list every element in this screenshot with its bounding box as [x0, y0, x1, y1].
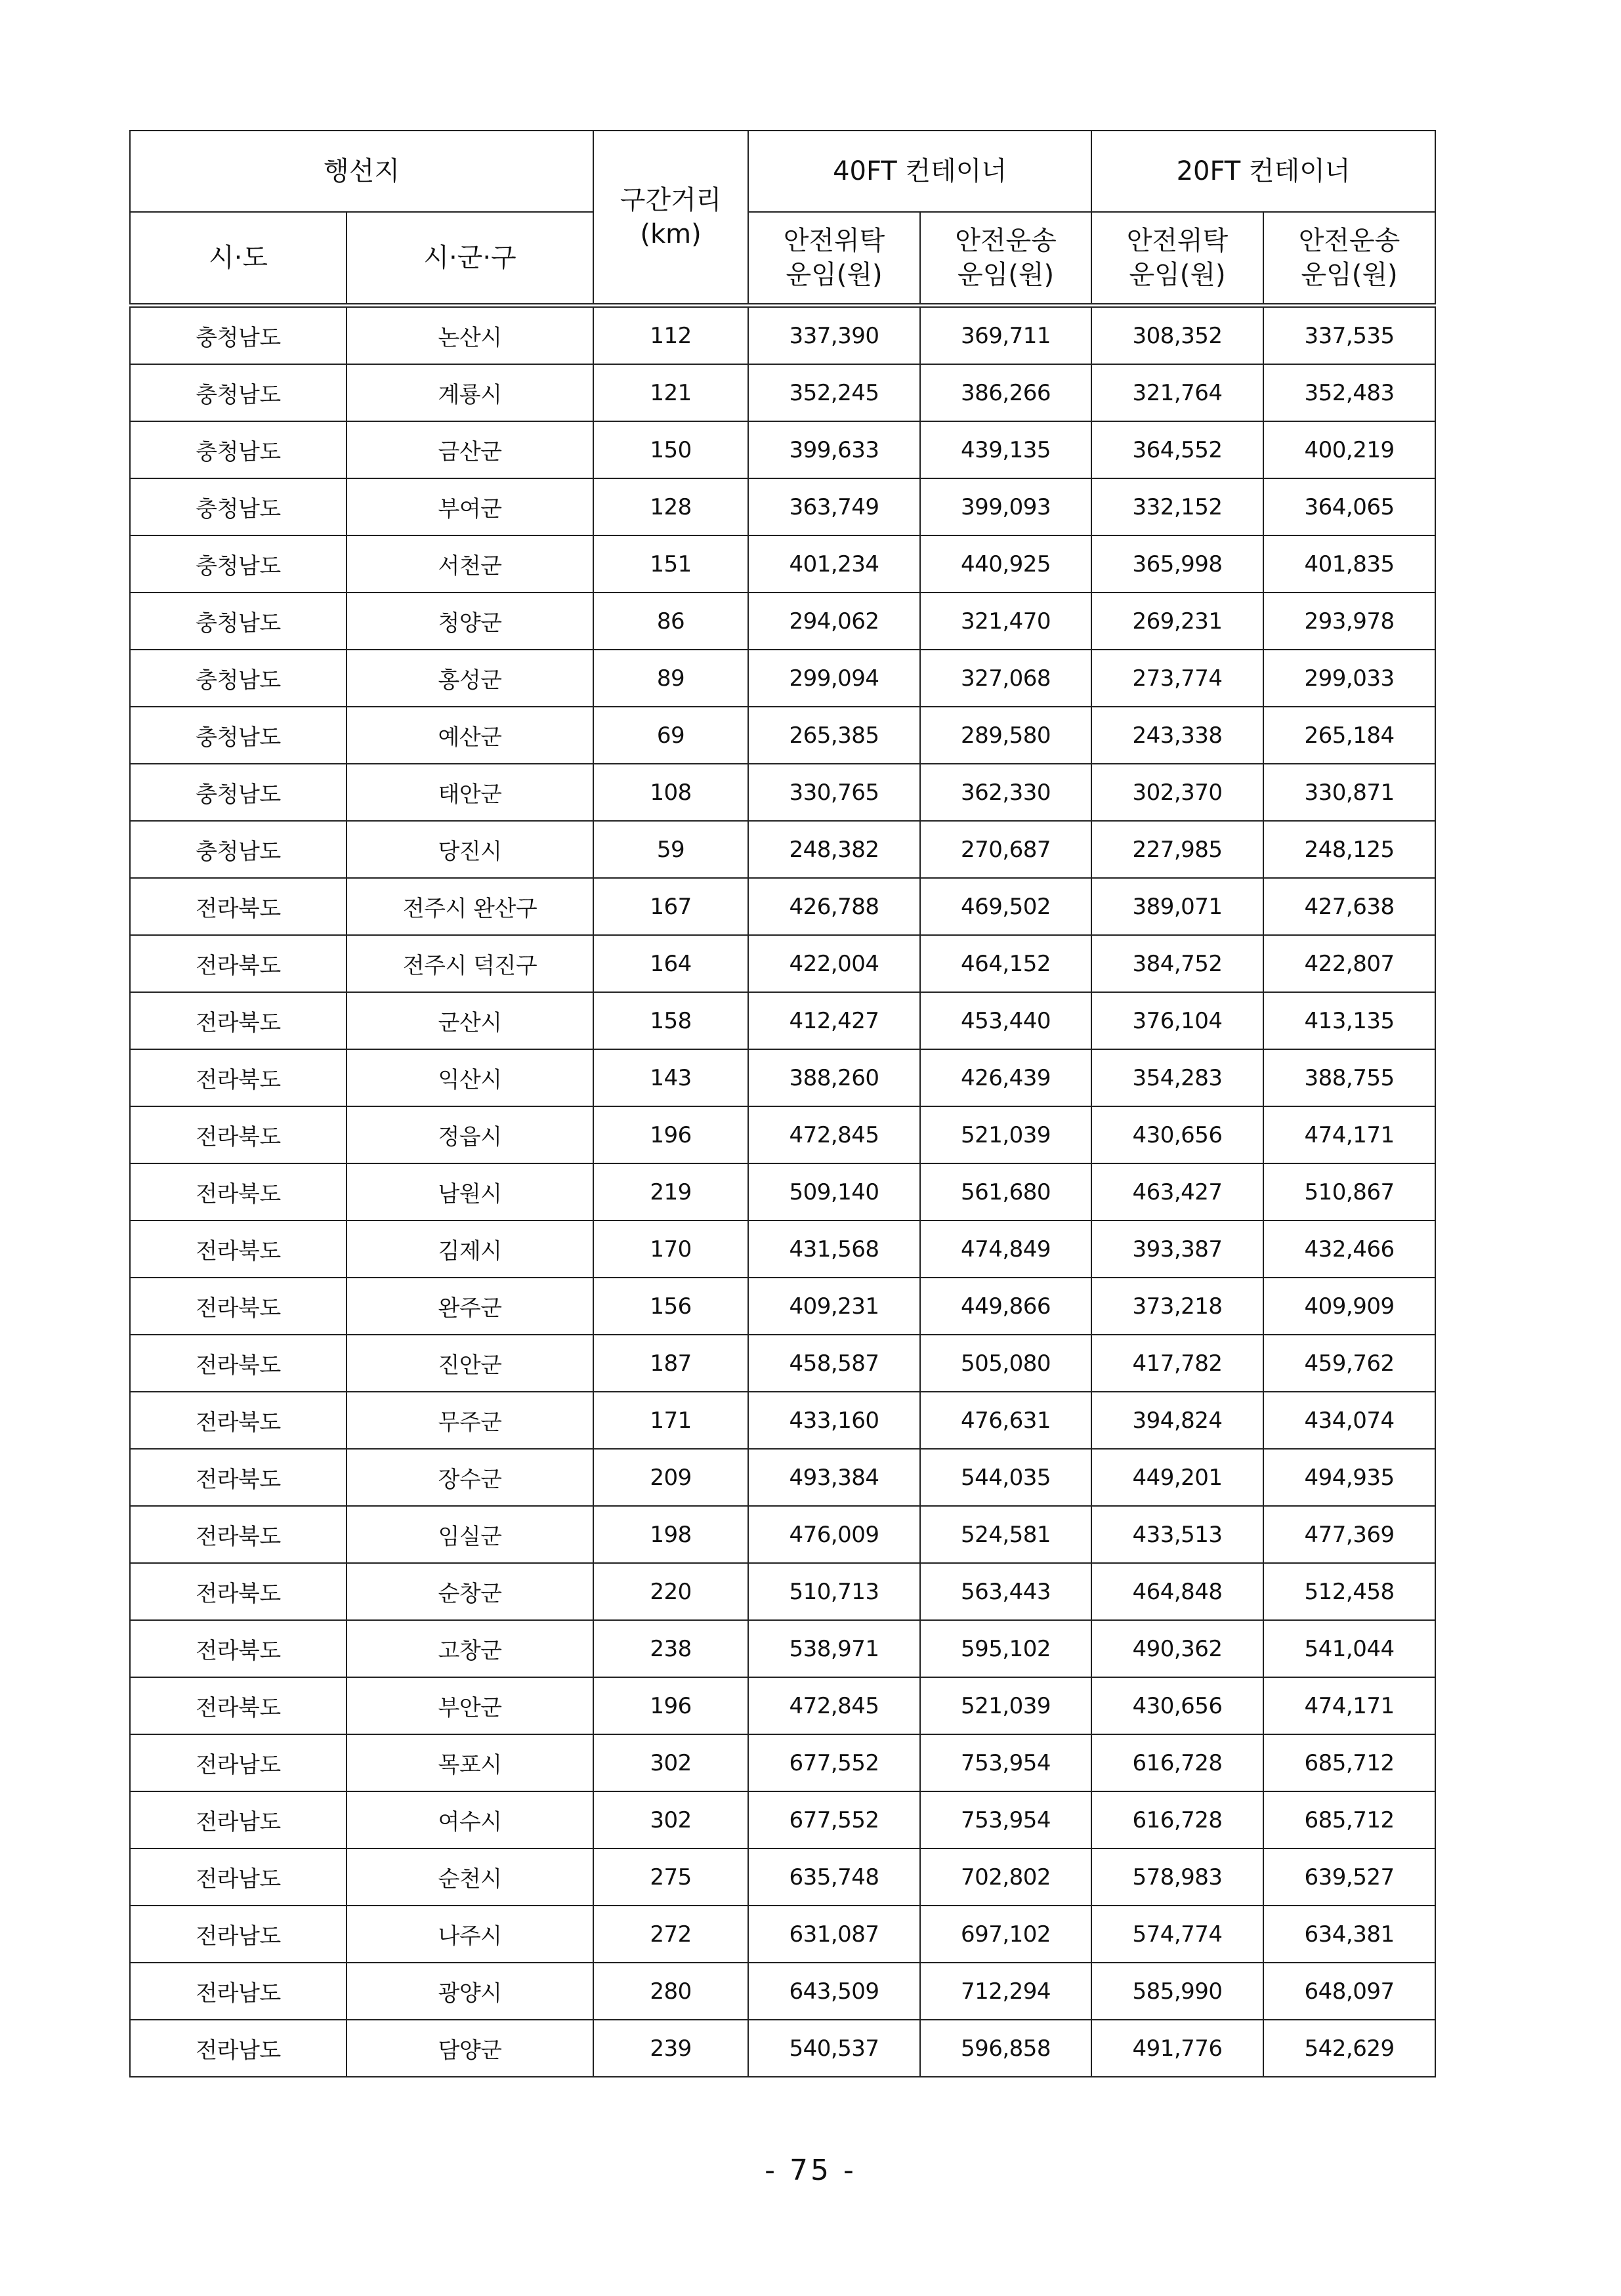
cell-20ft-consign: 433,513: [1091, 1506, 1263, 1563]
cell-40ft-consign: 412,427: [748, 992, 920, 1049]
cell-20ft-consign: 332,152: [1091, 478, 1263, 535]
cell-40ft-consign: 409,231: [748, 1278, 920, 1335]
cell-sigungu: 진안군: [347, 1335, 593, 1392]
table-row: [130, 1963, 1435, 2020]
cell-20ft-consign: 574,774: [1091, 1906, 1263, 1963]
cell-40ft-transport: 270,687: [920, 821, 1091, 878]
cell-20ft-transport: 265,184: [1263, 707, 1435, 764]
table-row: [130, 535, 1435, 593]
cell-sigungu: 임실군: [347, 1506, 593, 1563]
cell-20ft-transport: 512,458: [1263, 1563, 1435, 1620]
cell-sigungu: 김제시: [347, 1221, 593, 1278]
table-row: [130, 1163, 1435, 1221]
cell-20ft-transport: 474,171: [1263, 1677, 1435, 1734]
page-number: - 75 -: [765, 2154, 856, 2187]
cell-sigungu: 익산시: [347, 1049, 593, 1106]
cell-40ft-consign: 510,713: [748, 1563, 920, 1620]
cell-20ft-consign: 394,824: [1091, 1392, 1263, 1449]
cell-distance: 238: [593, 1620, 748, 1677]
cell-distance: 150: [593, 421, 748, 478]
cell-distance: 112: [593, 306, 748, 365]
cell-sigungu: 남원시: [347, 1163, 593, 1221]
cell-sigungu: 장수군: [347, 1449, 593, 1506]
cell-40ft-consign: 635,748: [748, 1848, 920, 1906]
cell-40ft-consign: 509,140: [748, 1163, 920, 1221]
cell-sido: 전라북도: [130, 1335, 347, 1392]
cell-20ft-consign: 364,552: [1091, 421, 1263, 478]
cell-20ft-transport: 330,871: [1263, 764, 1435, 821]
cell-20ft-consign: 417,782: [1091, 1335, 1263, 1392]
cell-20ft-transport: 685,712: [1263, 1734, 1435, 1791]
table-row: [130, 306, 1435, 365]
cell-20ft-transport: 388,755: [1263, 1049, 1435, 1106]
cell-40ft-transport: 712,294: [920, 1963, 1091, 2020]
cell-sido: 전라남도: [130, 1963, 347, 2020]
table-row: [130, 878, 1435, 935]
cell-sigungu: 전주시 덕진구: [347, 935, 593, 992]
header-20ft-consign-rate: [1091, 212, 1263, 306]
cell-sido: 전라북도: [130, 1506, 347, 1563]
cell-20ft-consign: 449,201: [1091, 1449, 1263, 1506]
cell-40ft-consign: 631,087: [748, 1906, 920, 1963]
cell-40ft-transport: 369,711: [920, 306, 1091, 365]
cell-20ft-transport: 337,535: [1263, 306, 1435, 365]
cell-sigungu: 나주시: [347, 1906, 593, 1963]
table-row: [130, 1848, 1435, 1906]
cell-sido: 충청남도: [130, 478, 347, 535]
table-row: [130, 1106, 1435, 1163]
cell-20ft-transport: 685,712: [1263, 1791, 1435, 1848]
cell-sido: 전라북도: [130, 1392, 347, 1449]
cell-sigungu: 무주군: [347, 1392, 593, 1449]
cell-sido: 전라남도: [130, 1906, 347, 1963]
cell-sido: 충청남도: [130, 821, 347, 878]
table-row: [130, 1278, 1435, 1335]
header-label: 안전운송: [1298, 226, 1400, 256]
cell-sigungu: 완주군: [347, 1278, 593, 1335]
cell-40ft-transport: 563,443: [920, 1563, 1091, 1620]
header-unit: 운임(원): [786, 260, 883, 290]
cell-sigungu: 계룡시: [347, 364, 593, 421]
cell-20ft-transport: 510,867: [1263, 1163, 1435, 1221]
cell-sido: 전라남도: [130, 2020, 347, 2077]
cell-sido: 충청남도: [130, 593, 347, 650]
cell-sido: 전라북도: [130, 1563, 347, 1620]
cell-20ft-consign: 273,774: [1091, 650, 1263, 707]
cell-distance: 187: [593, 1335, 748, 1392]
header-unit: 운임(원): [957, 260, 1055, 290]
cell-20ft-transport: 542,629: [1263, 2020, 1435, 2077]
cell-40ft-consign: 299,094: [748, 650, 920, 707]
cell-sido: 충청남도: [130, 764, 347, 821]
cell-40ft-transport: 561,680: [920, 1163, 1091, 1221]
cell-distance: 196: [593, 1106, 748, 1163]
cell-40ft-consign: 677,552: [748, 1734, 920, 1791]
table-row: [130, 1791, 1435, 1848]
cell-sido: 전라북도: [130, 1278, 347, 1335]
cell-40ft-consign: 399,633: [748, 421, 920, 478]
cell-sigungu: 예산군: [347, 707, 593, 764]
cell-distance: 158: [593, 992, 748, 1049]
cell-distance: 275: [593, 1848, 748, 1906]
cell-sigungu: 광양시: [347, 1963, 593, 2020]
table-row: [130, 650, 1435, 707]
cell-sigungu: 논산시: [347, 306, 593, 365]
header-label: 안전위탁: [1126, 226, 1229, 256]
cell-20ft-consign: 464,848: [1091, 1563, 1263, 1620]
header-label: 안전위탁: [783, 226, 885, 256]
cell-distance: 302: [593, 1734, 748, 1791]
cell-40ft-consign: 388,260: [748, 1049, 920, 1106]
cell-40ft-transport: 289,580: [920, 707, 1091, 764]
cell-40ft-transport: 505,080: [920, 1335, 1091, 1392]
cell-40ft-transport: 476,631: [920, 1392, 1091, 1449]
cell-40ft-consign: 472,845: [748, 1677, 920, 1734]
cell-distance: 171: [593, 1392, 748, 1449]
cell-40ft-transport: 426,439: [920, 1049, 1091, 1106]
table-row: [130, 593, 1435, 650]
cell-40ft-transport: 524,581: [920, 1506, 1091, 1563]
table-row: [130, 1734, 1435, 1791]
cell-20ft-transport: 352,483: [1263, 364, 1435, 421]
cell-40ft-consign: 426,788: [748, 878, 920, 935]
header-unit: 운임(원): [1129, 260, 1226, 290]
cell-20ft-transport: 422,807: [1263, 935, 1435, 992]
cell-sigungu: 부안군: [347, 1677, 593, 1734]
header-sido: 시·도: [130, 212, 347, 306]
cell-40ft-consign: 431,568: [748, 1221, 920, 1278]
cell-20ft-consign: 491,776: [1091, 2020, 1263, 2077]
cell-20ft-consign: 393,387: [1091, 1221, 1263, 1278]
cell-sido: 충청남도: [130, 650, 347, 707]
cell-sigungu: 전주시 완산구: [347, 878, 593, 935]
cell-40ft-consign: 458,587: [748, 1335, 920, 1392]
cell-20ft-transport: 401,835: [1263, 535, 1435, 593]
cell-distance: 143: [593, 1049, 748, 1106]
cell-40ft-consign: 363,749: [748, 478, 920, 535]
cell-20ft-consign: 321,764: [1091, 364, 1263, 421]
cell-sigungu: 정읍시: [347, 1106, 593, 1163]
table-row: [130, 992, 1435, 1049]
cell-distance: 239: [593, 2020, 748, 2077]
cell-40ft-consign: 540,537: [748, 2020, 920, 2077]
cell-40ft-transport: 362,330: [920, 764, 1091, 821]
cell-20ft-consign: 616,728: [1091, 1734, 1263, 1791]
cell-sido: 전라남도: [130, 1791, 347, 1848]
cell-40ft-transport: 544,035: [920, 1449, 1091, 1506]
header-20ft-transport-rate: [1263, 212, 1435, 306]
table-row: [130, 1335, 1435, 1392]
cell-40ft-consign: 422,004: [748, 935, 920, 992]
cell-sigungu: 서천군: [347, 535, 593, 593]
cell-40ft-consign: 538,971: [748, 1620, 920, 1677]
cell-40ft-transport: 596,858: [920, 2020, 1091, 2077]
cell-20ft-transport: 541,044: [1263, 1620, 1435, 1677]
cell-20ft-consign: 243,338: [1091, 707, 1263, 764]
table-row: [130, 764, 1435, 821]
cell-distance: 86: [593, 593, 748, 650]
header-unit: 운임(원): [1301, 260, 1398, 290]
cell-20ft-consign: 585,990: [1091, 1963, 1263, 2020]
cell-40ft-consign: 433,160: [748, 1392, 920, 1449]
cell-sigungu: 순창군: [347, 1563, 593, 1620]
header-40ft-transport-rate: [920, 212, 1091, 306]
header-sigungu: 시·군·구: [347, 212, 593, 306]
cell-distance: 198: [593, 1506, 748, 1563]
cell-sido: 전라북도: [130, 1677, 347, 1734]
cell-20ft-transport: 409,909: [1263, 1278, 1435, 1335]
table-row: [130, 1221, 1435, 1278]
cell-distance: 69: [593, 707, 748, 764]
cell-distance: 302: [593, 1791, 748, 1848]
cell-distance: 108: [593, 764, 748, 821]
header-distance: [593, 131, 748, 306]
cell-40ft-consign: 337,390: [748, 306, 920, 365]
cell-sigungu: 담양군: [347, 2020, 593, 2077]
cell-40ft-consign: 476,009: [748, 1506, 920, 1563]
table-row: [130, 1906, 1435, 1963]
cell-sido: 전라북도: [130, 878, 347, 935]
table-header: [130, 131, 1435, 306]
cell-20ft-transport: 432,466: [1263, 1221, 1435, 1278]
header-20ft-container: 20FT 컨테이너: [1091, 131, 1435, 212]
cell-20ft-consign: 463,427: [1091, 1163, 1263, 1221]
cell-40ft-transport: 464,152: [920, 935, 1091, 992]
cell-sido: 전라북도: [130, 935, 347, 992]
cell-sido: 충청남도: [130, 535, 347, 593]
cell-sido: 전라북도: [130, 992, 347, 1049]
cell-20ft-transport: 648,097: [1263, 1963, 1435, 2020]
cell-40ft-transport: 521,039: [920, 1106, 1091, 1163]
header-label: 안전운송: [955, 226, 1057, 256]
header-40ft-container: 40FT 컨테이너: [748, 131, 1091, 212]
cell-40ft-transport: 321,470: [920, 593, 1091, 650]
cell-40ft-transport: 439,135: [920, 421, 1091, 478]
cell-40ft-transport: 697,102: [920, 1906, 1091, 1963]
cell-20ft-transport: 299,033: [1263, 650, 1435, 707]
cell-sido: 전라북도: [130, 1106, 347, 1163]
cell-sido: 전라북도: [130, 1620, 347, 1677]
header-distance-unit: (km): [640, 219, 702, 249]
cell-40ft-consign: 294,062: [748, 593, 920, 650]
cell-sido: 전라북도: [130, 1163, 347, 1221]
cell-40ft-transport: 702,802: [920, 1848, 1091, 1906]
cell-20ft-consign: 373,218: [1091, 1278, 1263, 1335]
cell-20ft-consign: 376,104: [1091, 992, 1263, 1049]
cell-20ft-transport: 434,074: [1263, 1392, 1435, 1449]
table-row: [130, 1677, 1435, 1734]
cell-distance: 272: [593, 1906, 748, 1963]
freight-rate-table: [129, 130, 1436, 2077]
cell-20ft-transport: 400,219: [1263, 421, 1435, 478]
cell-distance: 121: [593, 364, 748, 421]
cell-distance: 164: [593, 935, 748, 992]
cell-20ft-consign: 616,728: [1091, 1791, 1263, 1848]
cell-sigungu: 청양군: [347, 593, 593, 650]
cell-20ft-transport: 413,135: [1263, 992, 1435, 1049]
table-row: [130, 821, 1435, 878]
cell-sigungu: 부여군: [347, 478, 593, 535]
cell-sigungu: 고창군: [347, 1620, 593, 1677]
cell-20ft-transport: 248,125: [1263, 821, 1435, 878]
table-row: [130, 421, 1435, 478]
cell-sigungu: 당진시: [347, 821, 593, 878]
table-row: [130, 935, 1435, 992]
cell-distance: 89: [593, 650, 748, 707]
cell-40ft-consign: 265,385: [748, 707, 920, 764]
cell-40ft-transport: 753,954: [920, 1734, 1091, 1791]
table-row: [130, 478, 1435, 535]
cell-20ft-consign: 308,352: [1091, 306, 1263, 365]
cell-40ft-consign: 352,245: [748, 364, 920, 421]
cell-sigungu: 홍성군: [347, 650, 593, 707]
cell-40ft-consign: 493,384: [748, 1449, 920, 1506]
cell-distance: 170: [593, 1221, 748, 1278]
table-row: [130, 1392, 1435, 1449]
cell-40ft-transport: 753,954: [920, 1791, 1091, 1848]
cell-40ft-consign: 643,509: [748, 1963, 920, 2020]
cell-sigungu: 목포시: [347, 1734, 593, 1791]
cell-20ft-transport: 494,935: [1263, 1449, 1435, 1506]
cell-distance: 156: [593, 1278, 748, 1335]
cell-distance: 220: [593, 1563, 748, 1620]
cell-40ft-transport: 327,068: [920, 650, 1091, 707]
cell-20ft-transport: 364,065: [1263, 478, 1435, 535]
cell-40ft-transport: 399,093: [920, 478, 1091, 535]
cell-20ft-consign: 365,998: [1091, 535, 1263, 593]
cell-sido: 충청남도: [130, 707, 347, 764]
cell-sido: 전라북도: [130, 1449, 347, 1506]
cell-20ft-consign: 430,656: [1091, 1106, 1263, 1163]
cell-distance: 167: [593, 878, 748, 935]
cell-40ft-transport: 453,440: [920, 992, 1091, 1049]
cell-40ft-transport: 449,866: [920, 1278, 1091, 1335]
cell-20ft-transport: 293,978: [1263, 593, 1435, 650]
cell-sigungu: 군산시: [347, 992, 593, 1049]
cell-sido: 전라남도: [130, 1848, 347, 1906]
table-row: [130, 1563, 1435, 1620]
cell-sido: 충청남도: [130, 306, 347, 365]
cell-40ft-transport: 474,849: [920, 1221, 1091, 1278]
cell-20ft-transport: 477,369: [1263, 1506, 1435, 1563]
cell-sigungu: 금산군: [347, 421, 593, 478]
cell-distance: 280: [593, 1963, 748, 2020]
cell-20ft-transport: 639,527: [1263, 1848, 1435, 1906]
cell-sido: 충청남도: [130, 421, 347, 478]
cell-20ft-consign: 384,752: [1091, 935, 1263, 992]
cell-20ft-transport: 427,638: [1263, 878, 1435, 935]
cell-40ft-transport: 440,925: [920, 535, 1091, 593]
header-distance-label: 구간거리: [620, 185, 722, 215]
cell-sigungu: 여수시: [347, 1791, 593, 1848]
cell-40ft-consign: 472,845: [748, 1106, 920, 1163]
cell-40ft-transport: 469,502: [920, 878, 1091, 935]
cell-40ft-consign: 401,234: [748, 535, 920, 593]
header-destination: 행선지: [130, 131, 593, 212]
cell-distance: 128: [593, 478, 748, 535]
table-row: [130, 1506, 1435, 1563]
cell-20ft-transport: 474,171: [1263, 1106, 1435, 1163]
table-row: [130, 364, 1435, 421]
header-40ft-consign-rate: [748, 212, 920, 306]
cell-distance: 151: [593, 535, 748, 593]
table-body: [130, 306, 1435, 2077]
cell-sido: 전라북도: [130, 1049, 347, 1106]
cell-20ft-transport: 459,762: [1263, 1335, 1435, 1392]
table-row: [130, 1449, 1435, 1506]
cell-20ft-consign: 354,283: [1091, 1049, 1263, 1106]
cell-20ft-consign: 430,656: [1091, 1677, 1263, 1734]
cell-sido: 전라북도: [130, 1221, 347, 1278]
cell-sido: 전라남도: [130, 1734, 347, 1791]
table-row: [130, 2020, 1435, 2077]
cell-20ft-consign: 269,231: [1091, 593, 1263, 650]
cell-40ft-transport: 521,039: [920, 1677, 1091, 1734]
cell-20ft-consign: 302,370: [1091, 764, 1263, 821]
table-row: [130, 707, 1435, 764]
cell-20ft-consign: 578,983: [1091, 1848, 1263, 1906]
table-row: [130, 1620, 1435, 1677]
cell-20ft-transport: 634,381: [1263, 1906, 1435, 1963]
cell-distance: 219: [593, 1163, 748, 1221]
cell-distance: 209: [593, 1449, 748, 1506]
cell-20ft-consign: 389,071: [1091, 878, 1263, 935]
cell-40ft-consign: 677,552: [748, 1791, 920, 1848]
cell-40ft-transport: 595,102: [920, 1620, 1091, 1677]
cell-sigungu: 순천시: [347, 1848, 593, 1906]
cell-sido: 충청남도: [130, 364, 347, 421]
cell-40ft-consign: 330,765: [748, 764, 920, 821]
cell-40ft-transport: 386,266: [920, 364, 1091, 421]
cell-distance: 196: [593, 1677, 748, 1734]
cell-20ft-consign: 490,362: [1091, 1620, 1263, 1677]
table-row: [130, 1049, 1435, 1106]
cell-sigungu: 태안군: [347, 764, 593, 821]
cell-40ft-consign: 248,382: [748, 821, 920, 878]
cell-distance: 59: [593, 821, 748, 878]
cell-20ft-consign: 227,985: [1091, 821, 1263, 878]
